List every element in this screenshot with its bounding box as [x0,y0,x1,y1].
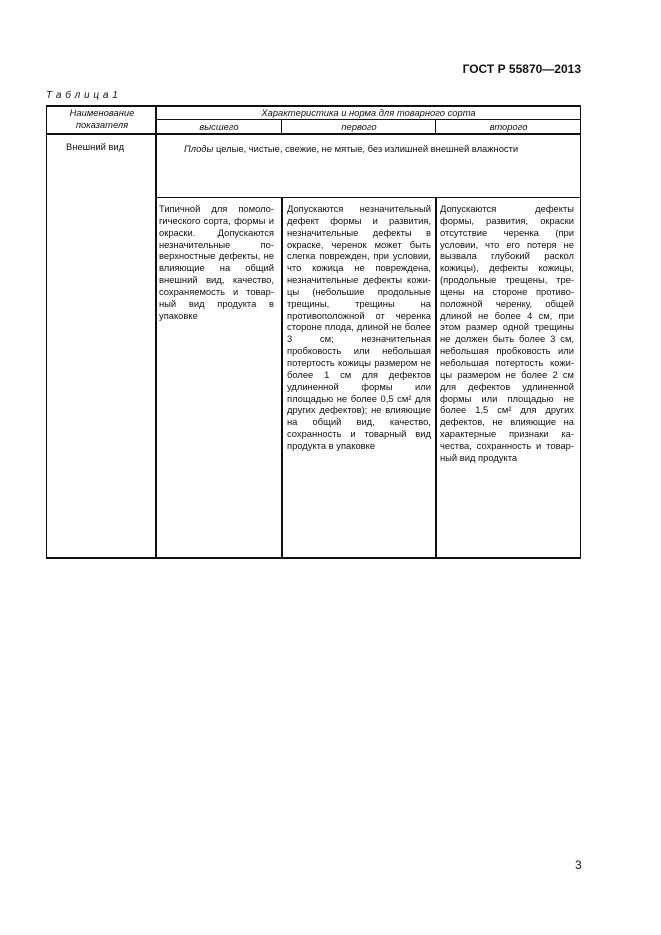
grade-header-first: первого [341,121,377,132]
requirements-table [46,105,581,559]
common-requirement-prefix: Плоды [184,143,214,154]
table-bottom-border [46,557,581,559]
indicator-column-header: Наименование показателя [69,107,135,130]
standard-number: ГОСТ Р 55870—2013 [462,62,581,76]
grade-divider-2 [435,119,436,135]
table-right-border [580,105,581,559]
row-name-appearance: Внешний вид [66,141,125,152]
grade-highest-requirement: Типичной для помоло-гического сорта, формы и окраски. Допускаются незначительные по-верхностные дефекты, не влияющие на общий внешний вид, качество, сохраняемость и товар-ный вид продукта в упаковке [159,203,274,321]
header-group-divider [156,119,581,120]
common-row-divider [156,197,581,198]
grade-first-requirement: Допускаются незначительный дефект формы и развития, незначительные дефекты в окраске, черенок может быть слегка поврежден, при условии, что кожица не повреждена, незначительные дефекты кожи-цы (небольшие продольные трещины, трещины на противоположной от черенка стороне плода, длиной не более 3 см; незначительная пробковость или небольшая потертость кожицы размером не более 1 см для дефектов удлиненной формы или площадью не более 0,5 см² для других дефектов); не влияющие на общий вид, качество, сохранность и товарный вид продукта в упаковке [287,203,431,451]
common-requirement [184,143,574,155]
header-bottom-border [46,133,581,135]
table-caption: Т а б л и ц а 1 [46,90,119,101]
grade-second-requirement: Допускаются дефекты формы, развития, окраски отсутствие черенка (при условии, что его потеря не вызвала глубокий раскол кожицы), дефекты кожицы, (продольные трещены, тре-щены на стороне противо-положной черенку, общей длиной не более 4 см, при этом размер одной трещины не должен быть более 3 см, небольшая пробковость или небольшая потертость кожи-цы размером не более 2 см для дефектов удлиненной формы или площадью не более 1,5 см² для других дефектов, не влияющие на характерные признаки ка-чества, сохранность и товар-ный вид продукта [440,203,574,463]
common-requirement-text: целые, чистые, свежие, не мятые, без излишней внешней влажности [213,143,519,154]
grade-divider-1 [281,119,282,135]
grade-group-header: Характеристика и норма для товарного сорта [261,107,476,118]
page-number: 3 [575,858,582,872]
grade-divider-1-body [281,197,283,559]
grade-header-highest: высшего [199,121,239,132]
indicator-column-divider [155,105,157,559]
grade-divider-2-body [435,197,437,559]
grade-header-second: второго [489,121,528,132]
table-left-border [46,105,47,559]
